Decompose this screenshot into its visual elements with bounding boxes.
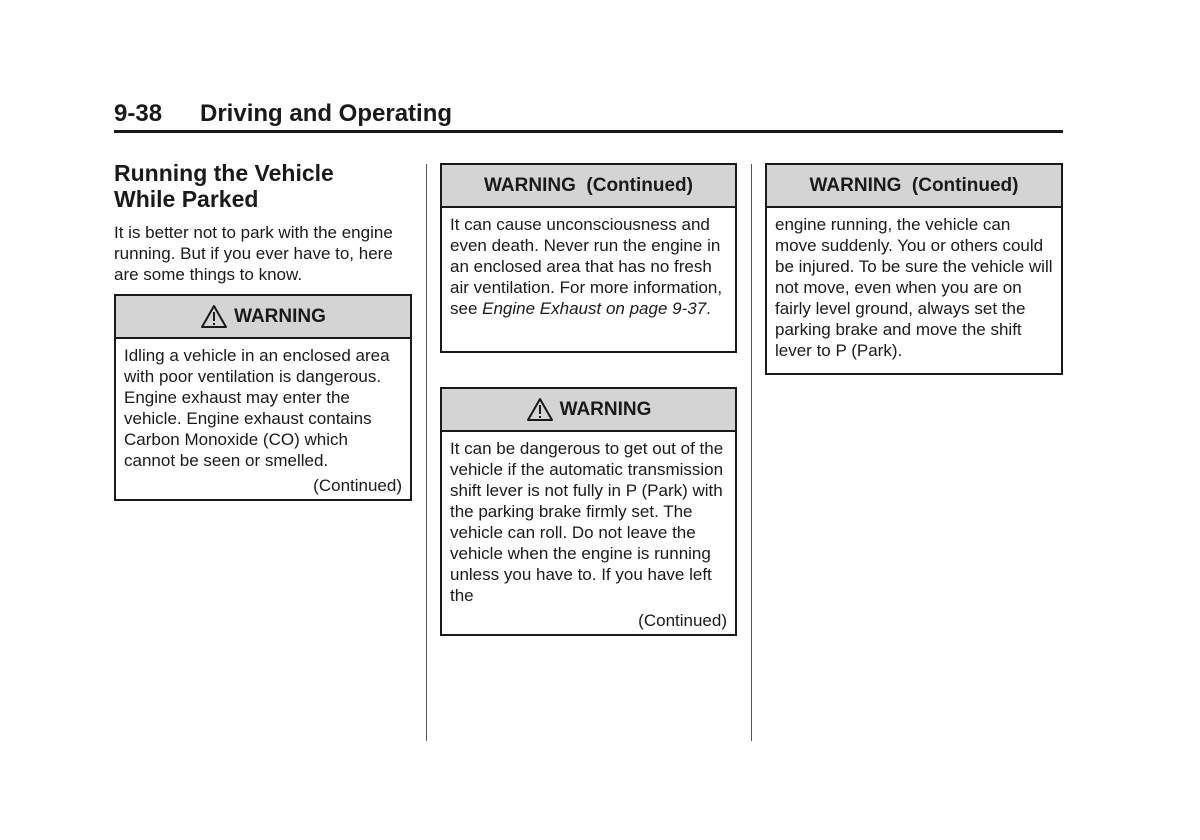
warning-text: It can be dangerous to get out of the vehicle if the automatic transmission shift lever is not fully in P (Park) with the parking brake firmly set. The vehicle can roll. Do not leave the vehicle when the engine is running unless you have to. If you have left the <box>450 439 724 605</box>
warning-heading <box>442 389 735 432</box>
section-title <box>114 160 414 212</box>
page-number: 9-38 <box>114 100 163 127</box>
warning-box-parking-continued <box>765 163 1063 375</box>
warning-heading <box>442 165 735 208</box>
warning-box-parking <box>440 387 737 636</box>
continued-label: (Continued) <box>313 476 402 495</box>
warning-heading <box>116 296 410 339</box>
chapter-title: Driving and Operating <box>200 100 453 127</box>
warning-box-exhaust-continued <box>440 163 737 353</box>
warning-heading <box>767 165 1061 208</box>
warning-text-part: It can cause unconsciousness and even death. Never run the engine in an enclosed area that has no fresh air ventilation. For more information, see <box>450 215 723 318</box>
warning-label: WARNING (Continued) <box>809 174 1019 196</box>
warning-triangle-icon <box>526 397 554 422</box>
warning-label: WARNING (Continued) <box>484 174 693 196</box>
cross-reference-link[interactable]: Engine Exhaust on page 9-37 <box>482 299 707 318</box>
warning-text: Idling a vehicle in an enclosed area with poor ventilation is dangerous. Engine exhaust may enter the vehicle. Engine exhaust contains Carbon Monoxide (CO) which cannot be seen or smelled. <box>124 346 390 470</box>
warning-box-exhaust <box>114 294 412 501</box>
warning-label: WARNING <box>234 305 326 327</box>
continued-label: (Continued) <box>638 611 727 630</box>
intro-paragraph: It is better not to park with the engine running. But if you ever have to, here are some things to know. <box>114 223 393 284</box>
column-divider <box>751 164 752 741</box>
warning-text: engine running, the vehicle can move suddenly. You or others could be injured. To be sure the vehicle will not move, even when you are on fairly level ground, always set the parking brake and move the shift lever to P (Park). <box>775 215 1053 360</box>
warning-text-part: . <box>706 299 711 318</box>
warning-triangle-icon <box>200 304 228 329</box>
column-divider <box>426 164 427 741</box>
page-header <box>114 100 1063 133</box>
warning-label: WARNING <box>559 398 652 420</box>
section-title-line: Running the Vehicle <box>114 160 334 186</box>
section-title-line: While Parked <box>114 186 259 212</box>
warning-text <box>442 208 735 319</box>
